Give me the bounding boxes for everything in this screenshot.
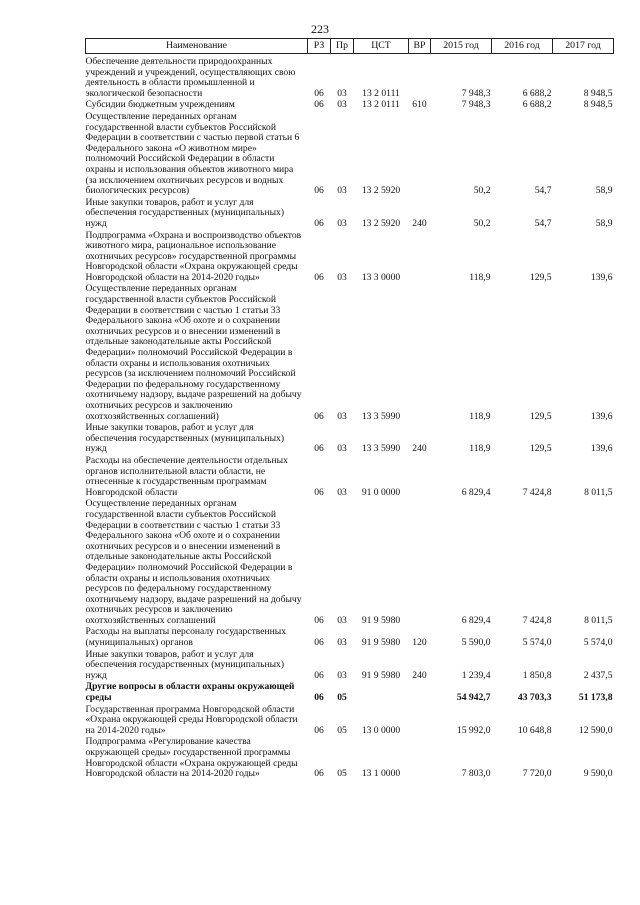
- table-row: [86, 682, 614, 704]
- row-value-2017: 51 173,8: [578, 692, 613, 704]
- column-header-2017: 2017 год: [553, 39, 614, 54]
- row-cst: 13 3 0000: [361, 271, 401, 283]
- row-rz: 06: [314, 724, 324, 736]
- table-row: [86, 231, 614, 285]
- row-cst: 91 9 5980: [361, 637, 401, 649]
- table-row: [86, 650, 614, 683]
- row-rz: 06: [314, 768, 324, 780]
- row-cst: 13 3 5990: [361, 443, 401, 455]
- row-name: Иные закупки товаров, работ и услуг для обеспечения государственных (муниципальных) нужд: [85, 648, 285, 681]
- row-name: Другие вопросы в области охраны окружающей среды: [85, 681, 295, 704]
- row-value-2015: 5 590,0: [461, 637, 491, 649]
- table-row: [86, 627, 614, 649]
- row-vr: [409, 284, 431, 423]
- table-body: [86, 54, 614, 781]
- budget-table: [85, 38, 614, 781]
- row-value-2016: 7 424,8: [522, 486, 552, 498]
- table-row: [86, 112, 614, 198]
- row-rz: 06: [314, 486, 324, 498]
- row-cst: 13 3 5990: [361, 410, 401, 422]
- row-name: Подпрограмма «Регулирование качества окружающей среды» государственной программы Новгородской области «Охрана окружающей среды Новгородской области на 2014-2020 годы»: [85, 736, 298, 780]
- row-value-2017: 2 437,5: [583, 669, 613, 681]
- row-value-2017: 8 011,5: [584, 486, 613, 498]
- column-header-rz: РЗ: [308, 39, 331, 54]
- row-pr: 05: [337, 724, 347, 736]
- row-rz: 06: [314, 614, 324, 626]
- row-value-2015: 118,9: [469, 410, 491, 422]
- row-value-2015: 6 829,4: [461, 614, 491, 626]
- row-rz: 06: [314, 185, 324, 197]
- row-pr: 03: [337, 637, 347, 649]
- row-value-2015: 54 942,7: [456, 692, 491, 704]
- row-cst: [354, 682, 409, 704]
- row-rz: 06: [314, 669, 324, 681]
- table-row: [86, 737, 614, 780]
- row-pr: 03: [337, 271, 347, 283]
- row-name: Расходы на выплаты персоналу государственных (муниципальных) органов: [85, 626, 287, 649]
- row-name: Иные закупки товаров, работ и услуг для обеспечения государственных (муниципальных) нужд: [85, 422, 285, 455]
- page-number: 223: [311, 22, 329, 36]
- row-name: Обеспечение деятельности природоохранных учреждений и учреждений, осуществляющих свою деятельность в области промышленной и экологической безопасности: [85, 56, 296, 99]
- row-value-2017: 139,6: [590, 443, 613, 455]
- row-value-2016: 129,5: [529, 443, 552, 455]
- row-name: Осуществление переданных органам государственной власти субъектов Российской Федерации в соответствии с частью 1 статьи 33 Федерального закона «Об охоте и о сохранении охотничьих ресурсов и о внесении изменений в отдельные законодательные акты Российской Федерации» полномочий Российской Федерации в области охраны и использования охотничьих ресурсов по федеральному государственному охотничьему надзору, выдаче разрешений на добычу охотничьих ресурсов и заключению охотхозяйственных соглашений: [85, 498, 302, 626]
- row-vr: 120: [412, 637, 427, 649]
- row-rz: 06: [314, 87, 324, 99]
- row-value-2017: 9 590,0: [583, 768, 613, 780]
- row-vr: 610: [412, 99, 427, 111]
- table-header: [86, 39, 614, 54]
- row-value-2017: 139,6: [590, 410, 613, 422]
- row-name: Осуществление переданных органам государственной власти субъектов Российской Федерации в соответствии с частью 1 статьи 33 Федерального закона «Об охоте и о сохранении охотничьих ресурсов и о внесении изменений в отдельные законодательные акты Российской Федерации» полномочий Российской Федерации в области охраны и использования охотничьих ресурсов (за исключением полномочий Российской Федерации по федеральному государственному охотничьему надзору, выдаче разрешений на добычу охотничьих ресурсов и заключению охотхозяйственных соглашений): [85, 283, 302, 422]
- row-pr: 03: [337, 614, 347, 626]
- row-cst: 13 2 0111: [362, 87, 400, 99]
- column-header-2015: 2015 год: [431, 39, 492, 54]
- row-pr: 05: [337, 768, 347, 780]
- row-value-2015: 7 948,3: [461, 87, 491, 99]
- row-value-2015: 50,2: [473, 185, 491, 197]
- row-rz: 06: [314, 99, 324, 111]
- row-vr: [409, 112, 431, 198]
- row-value-2017: 58,9: [595, 185, 613, 197]
- row-vr: [409, 682, 431, 704]
- row-value-2017: 139,6: [590, 271, 613, 283]
- row-name: Субсидии бюджетным учреждениям: [85, 99, 235, 111]
- row-rz: 06: [314, 443, 324, 455]
- row-cst: 13 0 0000: [361, 724, 401, 736]
- row-cst: 13 2 0111: [362, 99, 400, 111]
- row-value-2017: 5 574,0: [583, 637, 613, 649]
- row-name: Иные закупки товаров, работ и услуг для обеспечения государственных (муниципальных) нужд: [85, 196, 285, 229]
- table-row: [86, 423, 614, 456]
- row-cst: 13 1 0000: [361, 768, 401, 780]
- row-vr: 240: [412, 669, 427, 681]
- row-cst: 13 2 5920: [361, 217, 401, 229]
- row-value-2015: 118,9: [469, 443, 491, 455]
- column-header-pr: Пр: [331, 39, 354, 54]
- column-header-vr: ВР: [409, 39, 431, 54]
- row-name: Государственная программа Новгородской области «Охрана окружающей среды Новгородской области на 2014-2020 годы»: [85, 703, 298, 736]
- row-value-2015: 7 948,3: [461, 99, 491, 111]
- row-pr: 03: [337, 669, 347, 681]
- row-value-2016: 54,7: [534, 185, 552, 197]
- row-pr: 03: [337, 185, 347, 197]
- row-value-2016: 6 688,2: [522, 87, 552, 99]
- row-pr: 03: [337, 99, 347, 111]
- row-value-2016: 5 574,0: [522, 637, 552, 649]
- row-value-2017: 8 011,5: [584, 614, 613, 626]
- row-value-2016: 6 688,2: [522, 99, 552, 111]
- row-value-2017: 8 948,5: [583, 87, 613, 99]
- row-name: Осуществление переданных органам государственной власти субъектов Российской Федерации в соответствии с частью первой статьи 6 Федерального закона «О животном мире» полномочий Российской Федерации в области охраны и использования объектов животного мира (за исключением охотничьих ресурсов и водных биологических ресурсов): [85, 110, 300, 197]
- table-row: [86, 456, 614, 499]
- row-value-2016: 43 703,3: [517, 692, 552, 704]
- table-row: [86, 54, 614, 101]
- row-name: Расходы на обеспечение деятельности отдельных органов исполнительной власти области, не отнесенные к государственным программам Новгородской области: [85, 454, 288, 498]
- row-cst: 91 0 0000: [361, 486, 401, 498]
- row-cst: 13 2 5920: [361, 185, 401, 197]
- row-rz: 06: [314, 410, 324, 422]
- row-value-2016: 129,5: [529, 271, 552, 283]
- column-header-cst: ЦСТ: [354, 39, 409, 54]
- row-value-2015: 1 239,4: [461, 669, 491, 681]
- row-rz: 06: [314, 271, 324, 283]
- row-value-2015: 50,2: [473, 217, 491, 229]
- row-value-2017: 58,9: [595, 217, 613, 229]
- row-cst: 91 9 5980: [361, 669, 401, 681]
- row-pr: 03: [337, 486, 347, 498]
- row-pr: 03: [337, 443, 347, 455]
- row-vr: [409, 499, 431, 627]
- row-vr: [409, 231, 431, 285]
- row-vr: [409, 54, 431, 101]
- row-rz: 06: [314, 217, 324, 229]
- row-pr: 05: [337, 692, 347, 704]
- table-row: [86, 499, 614, 627]
- row-pr: 03: [337, 217, 347, 229]
- table-row: [86, 198, 614, 231]
- row-vr: 240: [412, 217, 427, 229]
- row-value-2016: 54,7: [534, 217, 552, 229]
- row-value-2016: 129,5: [529, 410, 552, 422]
- row-value-2016: 7 424,8: [522, 614, 552, 626]
- row-rz: 06: [314, 692, 324, 704]
- column-header-name: Наименование: [86, 39, 308, 54]
- table-row: [86, 705, 614, 738]
- row-name: Подпрограмма «Охрана и воспроизводство объектов животного мира, рациональное использование охотничьих ресурсов» государственной программы Новгородской области «Охрана окружающей среды Новгородской области на 2014-2020 годы»: [85, 229, 302, 283]
- row-value-2015: 7 803,0: [461, 768, 491, 780]
- row-value-2016: 10 648,8: [517, 724, 552, 736]
- row-value-2015: 6 829,4: [461, 486, 491, 498]
- row-value-2015: 15 992,0: [456, 724, 491, 736]
- row-value-2016: 7 720,0: [522, 768, 552, 780]
- row-vr: [409, 737, 431, 780]
- row-cst: 91 9 5980: [361, 614, 401, 626]
- row-vr: 240: [412, 443, 427, 455]
- row-value-2017: 8 948,5: [583, 99, 613, 111]
- row-value-2017: 12 590,0: [578, 724, 613, 736]
- row-vr: [409, 456, 431, 499]
- row-value-2015: 118,9: [469, 271, 491, 283]
- row-pr: 03: [337, 87, 347, 99]
- row-vr: [409, 705, 431, 738]
- row-value-2016: 1 850,8: [522, 669, 552, 681]
- row-pr: 03: [337, 410, 347, 422]
- table-row: [86, 284, 614, 423]
- column-header-2016: 2016 год: [492, 39, 553, 54]
- row-rz: 06: [314, 637, 324, 649]
